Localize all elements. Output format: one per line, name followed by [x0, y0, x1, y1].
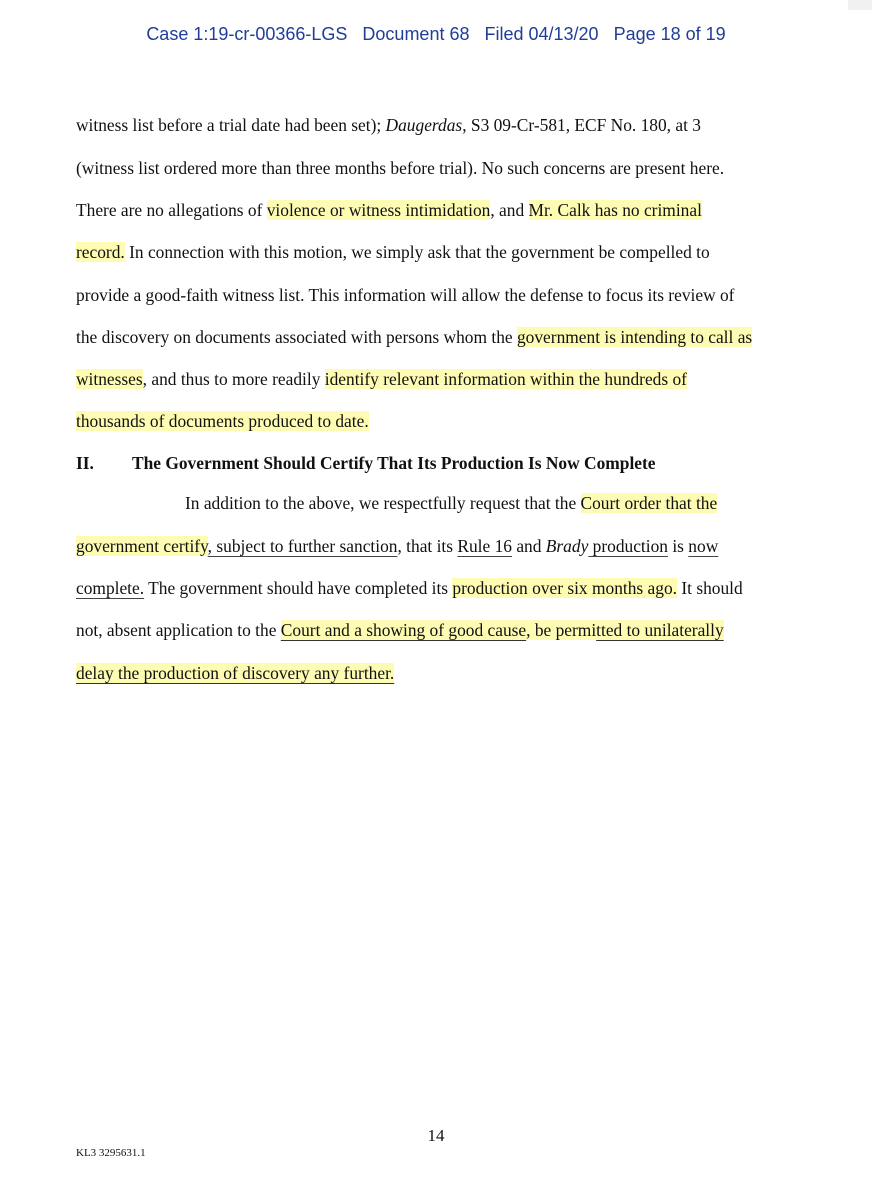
- highlight: government is intending to call as: [516, 327, 753, 347]
- highlight: production over six months ago.: [452, 578, 677, 598]
- page-number: 14: [427, 1126, 445, 1145]
- body-line-6: the discovery on documents associated with persons whom the government is intending to call as: [76, 327, 753, 347]
- body-line-8: [76, 408, 369, 434]
- underline: now: [688, 536, 719, 556]
- underline: , subject to further sanction: [207, 536, 398, 556]
- highlight: Court and a showing of good cause: [280, 620, 527, 640]
- body-line-2: (witness list ordered more than three months before trial). No such concerns are present here.: [76, 158, 725, 178]
- body-line-12: not, absent application to the Court and a showing of good cause, be permitted to unilaterally: [76, 620, 724, 640]
- highlight: Mr. Calk has no criminal: [528, 200, 702, 220]
- case-header: Case 1:19-cr-00366-LGS Document 68 Filed 04/13/20 Page 18 of 19: [146, 24, 726, 44]
- highlight: thousands of documents produced to date.: [76, 411, 369, 431]
- body-line-3: There are no allegations of violence or witness intimidation, and Mr. Calk has no criminal: [76, 200, 702, 220]
- highlight: record.: [76, 242, 125, 262]
- body-line-1: witness list before a trial date had been set); Daugerdas, S3 09-Cr-581, ECF No. 180, at 3: [76, 115, 701, 135]
- body-line-13: [76, 660, 394, 686]
- underline: production: [588, 536, 668, 556]
- section-title: The Government Should Certify That Its Production Is Now Complete: [132, 453, 656, 473]
- body-line-9: In addition to the above, we respectfully request that the Court order that the: [185, 493, 718, 513]
- body-line-5: provide a good-faith witness list. This information will allow the defense to focus its review of: [76, 285, 735, 305]
- highlight: witnesses: [76, 369, 143, 389]
- highlight: Court order that the: [580, 493, 718, 513]
- highlight: identify relevant information within the hundreds of: [324, 369, 687, 389]
- body-line-11: complete. The government should have completed its production over six months ago. It should: [76, 578, 743, 598]
- document-id: KL3 3295631.1: [76, 1147, 146, 1159]
- body-line-10: government certify, subject to further sanction, that its Rule 16 and Brady production is now: [76, 536, 719, 556]
- highlight: violence or witness intimidation: [266, 200, 491, 220]
- body-line-4: record. In connection with this motion, we simply ask that the government be compelled to: [76, 242, 710, 262]
- highlight: , be permi: [526, 620, 597, 640]
- highlight: delay the production of discovery any further.: [76, 663, 395, 683]
- underline: complete.: [76, 578, 145, 598]
- page-edge: [848, 0, 872, 10]
- section-heading: [76, 450, 656, 476]
- section-number: II.: [76, 453, 94, 473]
- underline: Rule 16: [457, 536, 512, 556]
- highlight: tted to unilaterally: [596, 620, 724, 640]
- body-line-7: witnesses, and thus to more readily identify relevant information within the hundreds of: [76, 369, 687, 389]
- highlight: government certify: [76, 536, 208, 556]
